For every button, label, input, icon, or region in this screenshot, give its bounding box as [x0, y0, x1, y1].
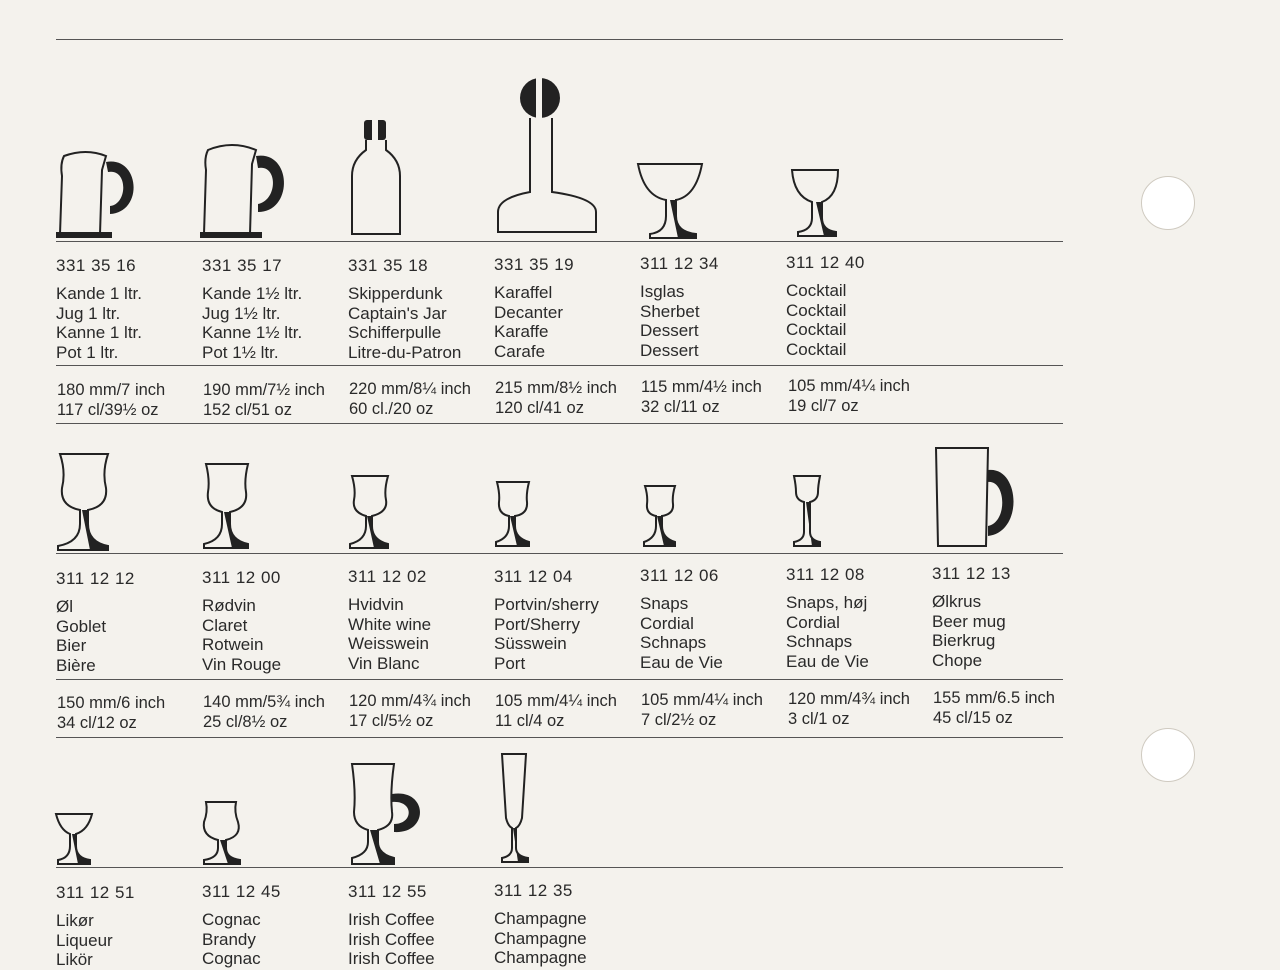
- name-german: Weisswein: [348, 634, 429, 653]
- product-code: 331 35 17: [202, 256, 283, 275]
- height-value: 155 mm/6.5 inch: [933, 689, 1055, 707]
- name-english: Liqueur: [56, 930, 113, 950]
- dims-331-35-18: [349, 379, 495, 419]
- row2-bottom-rule: [56, 737, 1063, 738]
- name-french: Pot 1 ltr.: [56, 342, 119, 362]
- product-311-12-13: [932, 564, 1078, 670]
- name-english: Claret: [202, 615, 248, 635]
- product-code: 311 12 13: [932, 564, 1011, 583]
- product-331-35-17: [202, 256, 348, 362]
- product-names: [640, 282, 786, 360]
- volume-value: 25 cl/8½ oz: [203, 713, 288, 731]
- volume-value: 34 cl/12 oz: [57, 714, 137, 732]
- name-german: Cognac: [202, 949, 261, 968]
- product-code: 311 12 06: [640, 566, 719, 585]
- height-value: 150 mm/6 inch: [57, 694, 166, 712]
- product-names: [494, 283, 640, 361]
- name-english: Champagne: [494, 928, 587, 948]
- product-names: [202, 284, 348, 362]
- row1-bottom-rule: [56, 423, 1063, 424]
- product-311-12-04: [494, 567, 640, 673]
- name-german: Schifferpulle: [348, 323, 442, 342]
- name-french: Chope: [932, 650, 983, 670]
- row2-base-rule: [56, 553, 1063, 554]
- jug-icon: [56, 150, 140, 240]
- height-value: 105 mm/4¼ inch: [788, 377, 910, 395]
- name-german: Süsswein: [494, 634, 567, 653]
- product-code: 311 12 00: [202, 568, 281, 587]
- product-names: [640, 594, 786, 672]
- product-names: [786, 281, 932, 359]
- irish-coffee-glass-icon: [350, 762, 424, 866]
- sherbet-glass-icon: [636, 160, 704, 240]
- name-german: Cocktail: [786, 320, 847, 339]
- name-german: Karaffe: [494, 322, 549, 341]
- dims-331-35-16: [57, 380, 203, 420]
- height-value: 120 mm/4¾ inch: [788, 690, 910, 708]
- product-code: 311 12 34: [640, 254, 719, 273]
- product-311-12-51: [56, 883, 202, 970]
- cognac-glass-icon: [200, 800, 244, 866]
- product-names: [348, 595, 494, 673]
- product-311-12-00: [202, 568, 348, 674]
- beer-mug-icon: [932, 446, 1016, 548]
- top-rule: [56, 39, 1063, 40]
- volume-value: 32 cl/11 oz: [641, 398, 720, 416]
- volume-value: 17 cl/5½ oz: [349, 712, 434, 730]
- product-311-12-02: [348, 567, 494, 673]
- product-code: 311 12 35: [494, 881, 573, 900]
- name-english: Sherbet: [640, 301, 700, 321]
- product-311-12-34: [640, 254, 786, 360]
- name-english: Cocktail: [786, 300, 847, 320]
- name-danish: Øl: [56, 597, 73, 616]
- snaps-glass-icon: [642, 484, 678, 548]
- volume-value: 19 cl/7 oz: [788, 397, 859, 415]
- volume-value: 7 cl/2½ oz: [641, 711, 717, 729]
- product-311-12-06: [640, 566, 786, 672]
- height-value: 115 mm/4½ inch: [641, 378, 762, 396]
- product-names: [348, 284, 494, 362]
- name-danish: Snaps: [640, 594, 689, 613]
- dims-311-12-34: [641, 377, 787, 417]
- decanter-icon: [494, 72, 600, 234]
- product-code: 311 12 51: [56, 883, 135, 902]
- product-names: [494, 909, 640, 968]
- name-english: Cordial: [640, 613, 694, 633]
- name-french: Dessert: [640, 340, 699, 360]
- row1-divider: [56, 365, 1063, 366]
- name-english: Decanter: [494, 302, 563, 322]
- product-code: 311 12 40: [786, 253, 865, 272]
- row2-divider: [56, 679, 1063, 680]
- name-danish: Hvidvin: [348, 595, 404, 614]
- dims-311-12-12: [57, 693, 203, 733]
- name-english: Brandy: [202, 929, 256, 949]
- name-french: Eau de Vie: [640, 652, 723, 672]
- product-code: 311 12 45: [202, 882, 281, 901]
- name-english: Beer mug: [932, 611, 1006, 631]
- product-code: 311 12 04: [494, 567, 573, 586]
- dims-331-35-19: [495, 378, 641, 418]
- name-danish: Kande 1½ ltr.: [202, 284, 303, 303]
- name-danish: Champagne: [494, 909, 587, 928]
- volume-value: 11 cl/4 oz: [495, 712, 565, 730]
- binder-hole-top: [1141, 176, 1195, 230]
- row1-base-rule: [56, 241, 1063, 242]
- name-english: Jug 1½ ltr.: [202, 303, 281, 323]
- jug-large-icon: [200, 142, 290, 240]
- name-german: Likör: [56, 950, 93, 969]
- product-code: 331 35 18: [348, 256, 429, 275]
- binder-hole-bottom: [1141, 728, 1195, 782]
- row3-base-rule: [56, 867, 1063, 868]
- name-danish: Kande 1 ltr.: [56, 284, 143, 303]
- champagne-flute-icon: [498, 752, 532, 864]
- dims-331-35-17: [203, 380, 349, 420]
- volume-value: 3 cl/1 oz: [788, 710, 850, 728]
- dims-311-12-00: [203, 692, 349, 732]
- name-english: Captain's Jar: [348, 303, 447, 323]
- product-code: 311 12 08: [786, 565, 865, 584]
- name-english: White wine: [348, 614, 432, 634]
- product-names: [932, 592, 1078, 670]
- name-french: Cocktail: [786, 339, 847, 359]
- dims-311-12-06: [641, 690, 787, 730]
- height-value: 190 mm/7½ inch: [203, 381, 325, 399]
- name-english: Port/Sherry: [494, 614, 580, 634]
- product-311-12-40: [786, 253, 932, 359]
- product-code: 331 35 19: [494, 255, 575, 274]
- name-danish: Karaffel: [494, 283, 553, 302]
- product-names: [786, 593, 932, 671]
- name-french: Eau de Vie: [786, 651, 869, 671]
- product-311-12-12: [56, 569, 202, 675]
- volume-value: 45 cl/15 oz: [933, 709, 1013, 727]
- height-value: 120 mm/4¾ inch: [349, 692, 471, 710]
- cocktail-glass-icon: [788, 166, 844, 238]
- product-311-12-45: [202, 882, 348, 969]
- name-german: Irish Coffee: [348, 949, 435, 968]
- goblet-icon: [56, 452, 112, 552]
- product-code: 311 12 12: [56, 569, 135, 588]
- product-names: [56, 911, 202, 970]
- product-code: 311 12 55: [348, 882, 427, 901]
- name-french: Vin Rouge: [202, 654, 282, 674]
- liqueur-glass-icon: [54, 812, 94, 866]
- port-glass-icon: [494, 480, 532, 548]
- claret-glass-icon: [202, 462, 252, 550]
- name-danish: Portvin/sherry: [494, 595, 599, 614]
- name-english: Jug 1 ltr.: [56, 303, 121, 323]
- product-331-35-18: [348, 256, 494, 362]
- product-311-12-55: [348, 882, 494, 969]
- name-german: Champagne: [494, 948, 587, 967]
- dims-311-12-13: [933, 688, 1079, 728]
- name-danish: Cognac: [202, 910, 261, 929]
- name-german: Bierkrug: [932, 631, 996, 650]
- name-french: Vin Blanc: [348, 653, 420, 673]
- product-names: [494, 595, 640, 673]
- tall-snaps-glass-icon: [790, 474, 824, 548]
- name-danish: Likør: [56, 911, 94, 930]
- height-value: 180 mm/7 inch: [57, 381, 166, 399]
- name-german: Kanne 1½ ltr.: [202, 323, 303, 342]
- product-331-35-16: [56, 256, 202, 362]
- volume-value: 117 cl/39½ oz: [57, 401, 159, 419]
- height-value: 220 mm/8¼ inch: [349, 380, 471, 398]
- white-wine-glass-icon: [348, 474, 392, 550]
- name-danish: Skipperdunk: [348, 284, 443, 303]
- volume-value: 152 cl/51 oz: [203, 401, 292, 419]
- captains-jar-icon: [350, 116, 402, 238]
- name-french: Litre-du-Patron: [348, 342, 462, 362]
- product-names: [202, 596, 348, 674]
- height-value: 215 mm/8½ inch: [495, 379, 617, 397]
- name-danish: Cocktail: [786, 281, 847, 300]
- volume-value: 120 cl/41 oz: [495, 399, 584, 417]
- name-french: Pot 1½ ltr.: [202, 342, 279, 362]
- name-english: Goblet: [56, 616, 107, 636]
- name-german: Bier: [56, 636, 87, 655]
- product-names: [56, 284, 202, 362]
- name-french: Port: [494, 653, 526, 673]
- name-english: Irish Coffee: [348, 929, 435, 949]
- product-code: 311 12 02: [348, 567, 427, 586]
- name-german: Dessert: [640, 321, 699, 340]
- dims-311-12-02: [349, 691, 495, 731]
- name-german: Schnaps: [640, 633, 707, 652]
- name-danish: Snaps, høj: [786, 593, 868, 612]
- name-english: Cordial: [786, 612, 840, 632]
- name-german: Kanne 1 ltr.: [56, 323, 143, 342]
- name-danish: Isglas: [640, 282, 685, 301]
- product-311-12-08: [786, 565, 932, 671]
- product-331-35-19: [494, 255, 640, 361]
- dims-311-12-08: [788, 689, 934, 729]
- name-french: Carafe: [494, 341, 546, 361]
- name-danish: Irish Coffee: [348, 910, 435, 929]
- product-names: [56, 597, 202, 675]
- name-danish: Rødvin: [202, 596, 256, 615]
- height-value: 105 mm/4¼ inch: [495, 692, 617, 710]
- name-french: Bière: [56, 655, 96, 675]
- name-german: Schnaps: [786, 632, 853, 651]
- product-code: 331 35 16: [56, 256, 137, 275]
- height-value: 140 mm/5¾ inch: [203, 693, 325, 711]
- dims-311-12-40: [788, 376, 934, 416]
- height-value: 105 mm/4¼ inch: [641, 691, 763, 709]
- name-danish: Ølkrus: [932, 592, 982, 611]
- name-german: Rotwein: [202, 635, 264, 654]
- volume-value: 60 cl./20 oz: [349, 400, 434, 418]
- product-311-12-35: [494, 881, 640, 968]
- dims-311-12-04: [495, 691, 641, 731]
